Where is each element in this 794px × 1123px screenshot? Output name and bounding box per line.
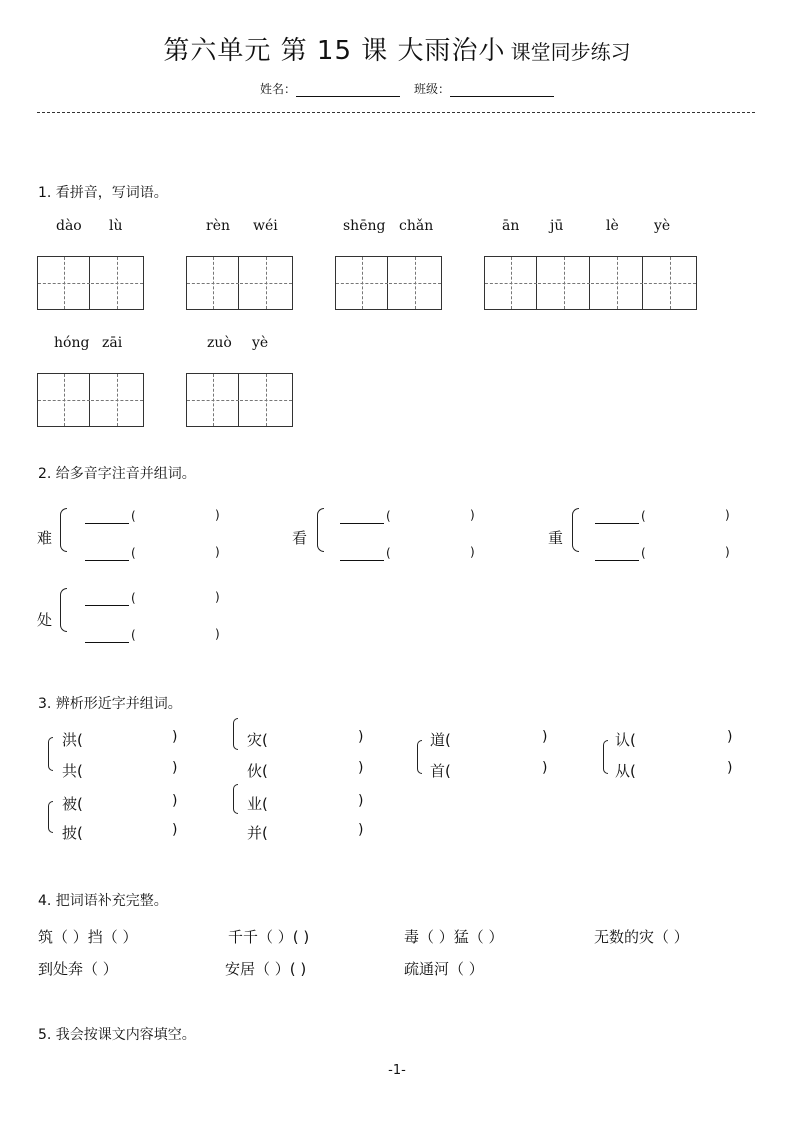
pinyin: chǎn xyxy=(399,218,434,234)
polyphone-char: 处 xyxy=(37,611,53,629)
brace xyxy=(572,508,579,552)
pinyin: shēng xyxy=(343,218,386,234)
polyphone-char: 重 xyxy=(548,529,564,547)
paren-close: ) xyxy=(470,545,475,559)
paren-close: ) xyxy=(727,760,733,776)
pinyin: hóng xyxy=(54,335,90,351)
writing-grid[interactable] xyxy=(37,373,144,427)
similar-char: 道( xyxy=(430,731,451,749)
brace xyxy=(233,784,238,814)
writing-grid[interactable] xyxy=(37,256,144,310)
title-main: 第六单元 第 15 课 大雨治小 xyxy=(163,36,506,66)
brace xyxy=(48,737,53,771)
paren-close: ) xyxy=(358,822,364,838)
divider xyxy=(37,112,755,113)
paren-close: ) xyxy=(172,793,178,809)
paren-close: ) xyxy=(358,793,364,809)
pinyin-blank[interactable]: ( xyxy=(340,508,391,524)
writing-grid[interactable] xyxy=(186,256,293,310)
polyphone-char: 难 xyxy=(37,529,53,547)
brace xyxy=(317,508,324,552)
pinyin: yè xyxy=(252,335,269,351)
brace xyxy=(60,588,67,632)
writing-grid[interactable] xyxy=(335,256,442,310)
fill-phrase[interactable]: 千千（ ）( ) xyxy=(228,928,310,946)
fill-phrase[interactable]: 筑（ ）挡（ ） xyxy=(38,928,138,946)
fill-phrase[interactable]: 到处奔（ ） xyxy=(38,960,118,978)
similar-char: 被( xyxy=(62,795,83,813)
pinyin: zāi xyxy=(102,335,123,351)
paren-close: ) xyxy=(470,508,475,522)
brace xyxy=(48,801,53,833)
fill-phrase[interactable]: 安居（ ）( ) xyxy=(225,960,307,978)
class-field[interactable] xyxy=(414,80,554,97)
similar-char: 伙( xyxy=(247,762,268,780)
fill-phrase[interactable]: 疏通河（ ） xyxy=(404,960,484,978)
pinyin-blank[interactable]: ( xyxy=(595,508,646,524)
q2-heading: 2. 给多音字注音并组词。 xyxy=(38,466,196,482)
pinyin: lù xyxy=(109,218,123,234)
pinyin-blank[interactable]: ( xyxy=(85,545,136,561)
name-field[interactable] xyxy=(260,80,400,97)
paren-close: ) xyxy=(542,729,548,745)
page-title xyxy=(0,30,794,67)
fill-phrase[interactable]: 毒（ ）猛（ ） xyxy=(404,928,504,946)
pinyin: rèn xyxy=(206,218,230,234)
paren-close: ) xyxy=(358,760,364,776)
name-underline[interactable] xyxy=(296,84,400,97)
pinyin: lè xyxy=(606,218,619,234)
q5-heading: 5. 我会按课文内容填空。 xyxy=(38,1027,196,1043)
writing-grid[interactable] xyxy=(186,373,293,427)
title-sub: 课堂同步练习 xyxy=(510,40,631,64)
paren-close: ) xyxy=(725,508,730,522)
paren-close: ) xyxy=(215,508,220,522)
similar-char: 披( xyxy=(62,824,83,842)
paren-close: ) xyxy=(172,729,178,745)
similar-char: 从( xyxy=(615,762,636,780)
similar-char: 并( xyxy=(247,824,268,842)
pinyin: ān xyxy=(502,218,520,234)
pinyin-blank[interactable]: ( xyxy=(85,627,136,643)
similar-char: 共( xyxy=(62,762,83,780)
pinyin-blank[interactable]: ( xyxy=(340,545,391,561)
pinyin-blank[interactable]: ( xyxy=(595,545,646,561)
pinyin: zuò xyxy=(207,335,232,351)
class-underline[interactable] xyxy=(450,84,554,97)
pinyin-blank[interactable]: ( xyxy=(85,508,136,524)
similar-char: 认( xyxy=(615,731,636,749)
pinyin-blank[interactable]: ( xyxy=(85,590,136,606)
similar-char: 首( xyxy=(430,762,451,780)
similar-char: 灾( xyxy=(247,731,268,749)
paren-close: ) xyxy=(725,545,730,559)
q3-heading: 3. 辨析形近字并组词。 xyxy=(38,696,182,712)
paren-close: ) xyxy=(215,545,220,559)
name-label: 姓名： xyxy=(260,82,297,96)
paren-close: ) xyxy=(172,760,178,776)
q4-heading: 4. 把词语补充完整。 xyxy=(38,893,168,909)
fill-phrase[interactable]: 无数的灾（ ） xyxy=(594,928,689,946)
paren-close: ) xyxy=(172,822,178,838)
pinyin: yè xyxy=(654,218,671,234)
brace xyxy=(233,718,238,750)
q1-heading: 1. 看拼音，写词语。 xyxy=(38,185,168,201)
similar-char: 洪( xyxy=(62,731,83,749)
polyphone-char: 看 xyxy=(292,529,308,547)
class-label: 班级： xyxy=(414,82,451,96)
pinyin: jū xyxy=(550,218,564,234)
paren-close: ) xyxy=(727,729,733,745)
brace xyxy=(603,740,608,774)
paren-close: ) xyxy=(215,627,220,641)
page-number: -1- xyxy=(388,1063,406,1078)
brace xyxy=(60,508,67,552)
similar-char: 业( xyxy=(247,795,268,813)
writing-grid[interactable] xyxy=(484,256,697,310)
brace xyxy=(417,740,422,774)
paren-close: ) xyxy=(542,760,548,776)
paren-close: ) xyxy=(215,590,220,604)
pinyin: wéi xyxy=(253,218,278,234)
pinyin: dào xyxy=(56,218,82,234)
paren-close: ) xyxy=(358,729,364,745)
